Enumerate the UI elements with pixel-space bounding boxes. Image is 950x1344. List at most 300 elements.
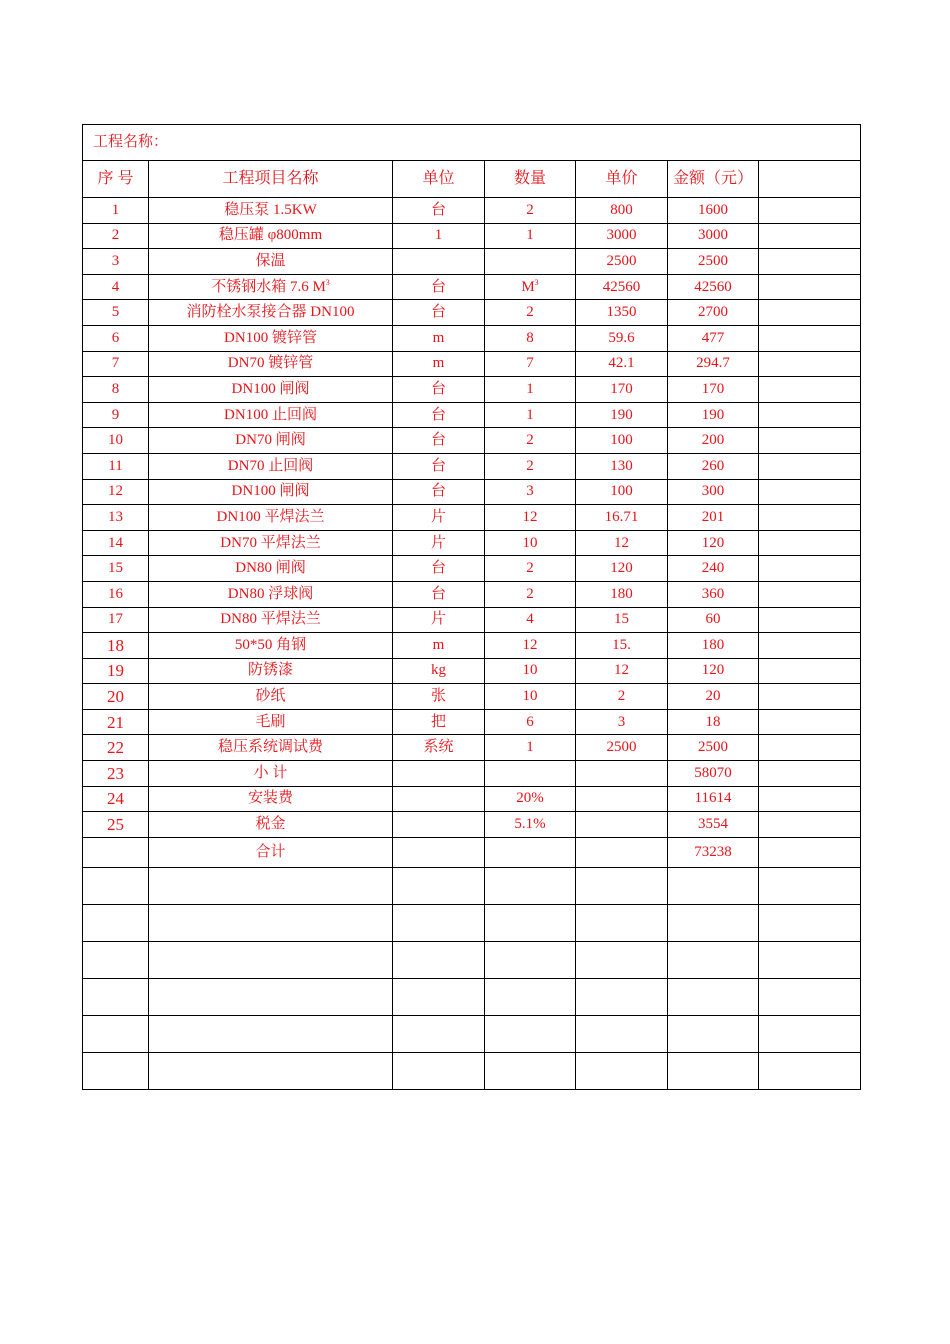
amount-cell bbox=[668, 198, 759, 224]
blank-row bbox=[83, 867, 861, 904]
amount-cell-text: 60 bbox=[705, 611, 721, 628]
item-name-cell bbox=[149, 377, 393, 403]
item-name-cell bbox=[149, 633, 393, 659]
unit-price-cell bbox=[576, 351, 668, 377]
row-no-cell-text: 4 bbox=[111, 278, 120, 295]
header-amount: 金额（元） bbox=[668, 161, 759, 198]
amount-cell-text: 190 bbox=[701, 406, 725, 423]
amount-cell-text: 2500 bbox=[698, 739, 728, 756]
blank-cell bbox=[576, 904, 668, 941]
remark-cell bbox=[759, 735, 861, 761]
total-item-name-cell bbox=[149, 837, 393, 867]
quantity-cell bbox=[485, 812, 576, 838]
row-no-cell-text: 24 bbox=[107, 789, 124, 809]
amount-cell-text: 18 bbox=[705, 713, 721, 730]
quantity-cell bbox=[485, 402, 576, 428]
unit-price-cell bbox=[576, 402, 668, 428]
amount-cell-text: 3554 bbox=[698, 816, 728, 833]
unit-price-cell-text: 12 bbox=[614, 534, 629, 551]
row-no-cell-text: 21 bbox=[107, 712, 124, 732]
item-name-cell-text: DN100 闸阀 bbox=[231, 380, 310, 397]
row-no-cell-text: 8 bbox=[111, 380, 120, 397]
unit-cell-text: kg bbox=[431, 662, 446, 679]
blank-cell bbox=[668, 904, 759, 941]
blank-cell bbox=[393, 867, 485, 904]
item-name-cell-text: DN70 平焊法兰 bbox=[220, 534, 321, 551]
total-item-name-cell-text: 合计 bbox=[255, 843, 286, 860]
amount-cell bbox=[668, 428, 759, 454]
quantity-cell-text: M bbox=[521, 278, 535, 295]
item-name-cell-text: DN100 闸阀 bbox=[231, 483, 310, 500]
quantity-cell bbox=[485, 530, 576, 556]
unit-cell-text: 台 bbox=[430, 380, 446, 397]
unit-price-cell-text: 130 bbox=[610, 457, 633, 474]
table-row bbox=[83, 709, 861, 735]
item-name-cell-text: 安装费 bbox=[247, 790, 293, 807]
unit-cell-text: m bbox=[432, 636, 445, 653]
remark-cell bbox=[759, 658, 861, 684]
table-row bbox=[83, 453, 861, 479]
quantity-cell bbox=[485, 581, 576, 607]
unit-price-cell-text: 190 bbox=[610, 406, 633, 423]
item-name-cell bbox=[149, 351, 393, 377]
unit-cell-text: 台 bbox=[430, 201, 446, 218]
amount-cell bbox=[668, 786, 759, 812]
amount-cell-text: 42560 bbox=[694, 278, 732, 295]
unit-price-cell bbox=[576, 198, 668, 224]
cost-table bbox=[82, 124, 861, 1090]
amount-cell-text: 120 bbox=[701, 534, 725, 551]
row-no-cell-text: 16 bbox=[108, 585, 123, 602]
unit-price-cell bbox=[576, 223, 668, 249]
item-name-cell bbox=[149, 479, 393, 505]
row-no-cell-text: 1 bbox=[111, 201, 120, 218]
total-row bbox=[83, 837, 861, 867]
row-no-cell bbox=[83, 249, 149, 275]
unit-cell-text: 片 bbox=[430, 534, 446, 551]
remark-cell bbox=[759, 812, 861, 838]
row-no-cell-text: 25 bbox=[107, 815, 124, 835]
blank-cell bbox=[485, 904, 576, 941]
unit-price-cell bbox=[576, 453, 668, 479]
unit-cell-text: m bbox=[432, 329, 445, 346]
quantity-cell bbox=[485, 633, 576, 659]
quantity-cell-text: 1 bbox=[526, 406, 534, 423]
unit-cell bbox=[393, 223, 485, 249]
amount-cell bbox=[668, 684, 759, 710]
header-item-name: 工程项目名称 bbox=[149, 161, 393, 198]
amount-cell-text: 170 bbox=[701, 380, 725, 397]
unit-cell bbox=[393, 761, 485, 787]
row-no-cell bbox=[83, 428, 149, 454]
quantity-cell-text: 2 bbox=[526, 201, 534, 218]
quantity-cell bbox=[485, 786, 576, 812]
unit-price-cell-text: 100 bbox=[610, 483, 633, 500]
unit-price-cell-text: 1350 bbox=[606, 304, 637, 321]
unit-cell-text: 台 bbox=[430, 304, 446, 321]
table-row bbox=[83, 812, 861, 838]
unit-cell bbox=[393, 377, 485, 403]
blank-cell bbox=[759, 941, 861, 978]
quantity-cell bbox=[485, 300, 576, 326]
row-no-cell-text: 15 bbox=[108, 560, 123, 577]
blank-cell bbox=[393, 1015, 485, 1052]
amount-cell bbox=[668, 325, 759, 351]
remark-cell bbox=[759, 377, 861, 403]
row-no-cell-text: 6 bbox=[111, 329, 120, 346]
row-no-cell bbox=[83, 402, 149, 428]
blank-cell bbox=[393, 978, 485, 1015]
amount-cell bbox=[668, 633, 759, 659]
table-row bbox=[83, 479, 861, 505]
quantity-cell-text: 2 bbox=[526, 432, 534, 449]
unit-cell bbox=[393, 786, 485, 812]
table-row bbox=[83, 351, 861, 377]
blank-cell bbox=[149, 978, 393, 1015]
row-no-cell-text: 11 bbox=[108, 457, 123, 474]
quantity-cell bbox=[485, 735, 576, 761]
item-name-cell-text: DN70 闸阀 bbox=[235, 432, 306, 449]
remark-cell bbox=[759, 223, 861, 249]
unit-cell-text: 台 bbox=[430, 406, 446, 423]
unit-cell-text: m bbox=[432, 355, 445, 372]
table-row bbox=[83, 735, 861, 761]
item-name-cell bbox=[149, 812, 393, 838]
table-row bbox=[83, 249, 861, 275]
remark-cell bbox=[759, 786, 861, 812]
unit-price-cell bbox=[576, 249, 668, 275]
row-no-cell bbox=[83, 607, 149, 633]
item-name-cell-text: 稳压系统调试费 bbox=[217, 739, 323, 756]
unit-price-cell-text: 12 bbox=[614, 662, 629, 679]
blank-row bbox=[83, 978, 861, 1015]
unit-cell bbox=[393, 556, 485, 582]
quantity-cell-text: 12 bbox=[522, 636, 538, 653]
item-name-cell-text: 保温 bbox=[255, 252, 286, 269]
quantity-cell bbox=[485, 556, 576, 582]
blank-cell bbox=[149, 941, 393, 978]
amount-cell-text: 300 bbox=[701, 483, 725, 500]
item-name-cell bbox=[149, 530, 393, 556]
quantity-cell bbox=[485, 684, 576, 710]
item-name-cell bbox=[149, 223, 393, 249]
unit-cell bbox=[393, 402, 485, 428]
unit-cell-text: 台 bbox=[430, 585, 446, 602]
unit-price-cell-text: 2 bbox=[617, 688, 626, 705]
blank-cell bbox=[668, 978, 759, 1015]
remark-cell bbox=[759, 556, 861, 582]
blank-cell bbox=[83, 867, 149, 904]
amount-cell-text: 1600 bbox=[698, 201, 728, 218]
item-name-cell-text: DN80 闸阀 bbox=[235, 560, 306, 577]
unit-price-cell bbox=[576, 581, 668, 607]
unit-price-cell bbox=[576, 300, 668, 326]
unit-price-cell-text: 3 bbox=[617, 713, 626, 730]
unit-cell-text: 台 bbox=[430, 560, 446, 577]
quantity-cell bbox=[485, 274, 576, 300]
table-row bbox=[83, 428, 861, 454]
amount-cell-text: 240 bbox=[701, 560, 725, 577]
amount-cell bbox=[668, 812, 759, 838]
unit-price-cell bbox=[576, 530, 668, 556]
row-no-cell bbox=[83, 453, 149, 479]
item-name-cell bbox=[149, 300, 393, 326]
unit-price-cell-text: 180 bbox=[610, 585, 633, 602]
cost-sheet bbox=[82, 124, 860, 1090]
amount-cell-text: 260 bbox=[701, 457, 725, 474]
quantity-cell bbox=[485, 377, 576, 403]
quantity-cell bbox=[485, 198, 576, 224]
row-no-cell-text: 22 bbox=[107, 738, 124, 758]
remark-cell bbox=[759, 530, 861, 556]
amount-cell bbox=[668, 274, 759, 300]
unit-cell bbox=[393, 325, 485, 351]
quantity-cell-text: 2 bbox=[526, 457, 534, 474]
amount-cell bbox=[668, 351, 759, 377]
quantity-cell-text: 2 bbox=[526, 304, 534, 321]
table-row bbox=[83, 223, 861, 249]
header-remark bbox=[759, 161, 861, 198]
unit-cell bbox=[393, 479, 485, 505]
row-no-cell bbox=[83, 351, 149, 377]
unit-price-cell-text: 120 bbox=[610, 560, 633, 577]
row-no-cell-text: 12 bbox=[108, 483, 123, 500]
row-no-cell bbox=[83, 735, 149, 761]
quantity-cell bbox=[485, 607, 576, 633]
unit-cell-text: 系统 bbox=[423, 739, 454, 756]
amount-cell-text: 20 bbox=[705, 688, 721, 705]
unit-price-cell-text: 15. bbox=[612, 636, 631, 653]
unit-price-cell bbox=[576, 556, 668, 582]
remark-cell bbox=[759, 198, 861, 224]
total-quantity-cell bbox=[485, 837, 576, 867]
item-name-cell-text: 小 计 bbox=[253, 764, 288, 781]
remark-cell bbox=[759, 709, 861, 735]
amount-cell-text: 11614 bbox=[694, 790, 732, 807]
amount-cell-text: 294.7 bbox=[696, 355, 730, 372]
amount-cell-text: 200 bbox=[701, 432, 725, 449]
unit-cell-text: 张 bbox=[430, 688, 446, 705]
item-name-cell-text: DN80 浮球阀 bbox=[227, 585, 314, 602]
amount-cell bbox=[668, 479, 759, 505]
item-name-cell bbox=[149, 658, 393, 684]
row-no-cell bbox=[83, 377, 149, 403]
blank-cell bbox=[149, 1052, 393, 1089]
unit-cell bbox=[393, 351, 485, 377]
row-no-cell-text: 9 bbox=[111, 406, 120, 423]
quantity-cell bbox=[485, 658, 576, 684]
table-row bbox=[83, 556, 861, 582]
item-name-cell-text: DN100 镀锌管 bbox=[224, 329, 317, 346]
row-no-cell-text: 3 bbox=[111, 252, 120, 269]
table-row bbox=[83, 786, 861, 812]
row-no-cell bbox=[83, 300, 149, 326]
quantity-cell-text: 8 bbox=[526, 329, 534, 346]
amount-cell bbox=[668, 556, 759, 582]
item-name-cell bbox=[149, 249, 393, 275]
blank-cell bbox=[668, 1052, 759, 1089]
blank-cell bbox=[485, 1015, 576, 1052]
amount-cell bbox=[668, 735, 759, 761]
remark-cell bbox=[759, 325, 861, 351]
item-name-cell-text: DN70 镀锌管 bbox=[227, 355, 314, 372]
unit-cell-text: 台 bbox=[430, 278, 446, 295]
table-row bbox=[83, 530, 861, 556]
quantity-cell-text: 6 bbox=[526, 713, 534, 730]
blank-cell bbox=[759, 904, 861, 941]
amount-cell bbox=[668, 658, 759, 684]
unit-cell-text: 片 bbox=[430, 611, 446, 628]
remark-cell bbox=[759, 761, 861, 787]
blank-row bbox=[83, 1015, 861, 1052]
item-name-cell bbox=[149, 735, 393, 761]
item-name-cell-text: 稳压罐 φ800mm bbox=[218, 227, 323, 244]
blank-cell bbox=[668, 941, 759, 978]
unit-price-cell-text: 100 bbox=[610, 432, 633, 449]
unit-price-cell bbox=[576, 505, 668, 531]
unit-cell bbox=[393, 249, 485, 275]
table-row bbox=[83, 198, 861, 224]
remark-cell bbox=[759, 453, 861, 479]
blank-row bbox=[83, 1052, 861, 1089]
row-no-cell-text: 13 bbox=[108, 508, 123, 525]
unit-price-cell bbox=[576, 684, 668, 710]
remark-cell bbox=[759, 684, 861, 710]
amount-cell bbox=[668, 223, 759, 249]
unit-price-cell bbox=[576, 709, 668, 735]
table-row bbox=[83, 761, 861, 787]
unit-price-cell bbox=[576, 479, 668, 505]
amount-cell-text: 360 bbox=[701, 585, 725, 602]
row-no-cell bbox=[83, 684, 149, 710]
blank-cell bbox=[83, 904, 149, 941]
unit-cell bbox=[393, 300, 485, 326]
blank-cell bbox=[83, 1052, 149, 1089]
row-no-cell bbox=[83, 812, 149, 838]
unit-cell-text: 片 bbox=[430, 508, 446, 525]
quantity-cell bbox=[485, 479, 576, 505]
unit-cell bbox=[393, 198, 485, 224]
unit-cell-text: 台 bbox=[430, 483, 446, 500]
unit-price-cell bbox=[576, 607, 668, 633]
item-name-cell-text: 50*50 角钢 bbox=[234, 636, 307, 653]
row-no-cell bbox=[83, 274, 149, 300]
quantity-cell bbox=[485, 428, 576, 454]
unit-cell bbox=[393, 453, 485, 479]
quantity-cell-text: 1 bbox=[526, 227, 534, 244]
quantity-cell-text: 1 bbox=[526, 739, 534, 756]
table-row bbox=[83, 633, 861, 659]
remark-cell bbox=[759, 249, 861, 275]
quantity-cell bbox=[485, 249, 576, 275]
quantity-cell-text: 3 bbox=[526, 483, 534, 500]
row-no-cell-text: 10 bbox=[108, 432, 123, 449]
unit-cell bbox=[393, 530, 485, 556]
unit-price-cell bbox=[576, 761, 668, 787]
unit-price-cell-text: 800 bbox=[610, 201, 633, 218]
blank-cell bbox=[576, 1015, 668, 1052]
remark-cell bbox=[759, 428, 861, 454]
table-row bbox=[83, 658, 861, 684]
unit-cell bbox=[393, 581, 485, 607]
unit-price-cell-text: 42.1 bbox=[608, 355, 635, 372]
blank-cell bbox=[576, 978, 668, 1015]
row-no-cell bbox=[83, 198, 149, 224]
total-row-no-cell bbox=[83, 837, 149, 867]
blank-cell bbox=[485, 978, 576, 1015]
unit-price-cell bbox=[576, 274, 668, 300]
blank-cell bbox=[485, 867, 576, 904]
row-no-cell bbox=[83, 556, 149, 582]
unit-cell-text: 台 bbox=[430, 457, 446, 474]
unit-price-cell-text: 16.71 bbox=[604, 508, 639, 525]
item-name-cell-text: 消防栓水泵接合器 DN100 bbox=[186, 304, 355, 321]
item-name-cell-text: 不锈钢水箱 7.6 M bbox=[211, 278, 326, 295]
row-no-cell bbox=[83, 530, 149, 556]
row-no-cell bbox=[83, 761, 149, 787]
unit-cell bbox=[393, 812, 485, 838]
amount-cell-text: 201 bbox=[701, 508, 725, 525]
unit-cell-text: 把 bbox=[430, 713, 446, 730]
quantity-cell-text: 5.1% bbox=[514, 816, 546, 833]
item-name-cell bbox=[149, 198, 393, 224]
blank-cell bbox=[149, 1015, 393, 1052]
item-name-cell bbox=[149, 453, 393, 479]
remark-cell bbox=[759, 351, 861, 377]
unit-price-cell bbox=[576, 812, 668, 838]
blank-cell bbox=[759, 1015, 861, 1052]
blank-cell bbox=[149, 904, 393, 941]
amount-cell bbox=[668, 505, 759, 531]
row-no-cell bbox=[83, 581, 149, 607]
total-unit-price-cell bbox=[576, 837, 668, 867]
item-name-cell bbox=[149, 274, 393, 300]
quantity-cell-text: 4 bbox=[526, 611, 534, 628]
unit-price-cell bbox=[576, 658, 668, 684]
blank-cell bbox=[668, 1015, 759, 1052]
quantity-cell-text: 7 bbox=[526, 355, 534, 372]
row-no-cell bbox=[83, 223, 149, 249]
blank-cell bbox=[576, 941, 668, 978]
item-name-cell bbox=[149, 428, 393, 454]
table-row bbox=[83, 607, 861, 633]
total-amount-cell bbox=[668, 837, 759, 867]
item-name-cell bbox=[149, 709, 393, 735]
blank-cell bbox=[485, 941, 576, 978]
quantity-cell-text: 12 bbox=[522, 508, 538, 525]
table-row bbox=[83, 325, 861, 351]
row-no-cell bbox=[83, 633, 149, 659]
blank-cell bbox=[576, 1052, 668, 1089]
item-name-cell bbox=[149, 761, 393, 787]
item-name-cell-text: 毛刷 bbox=[255, 713, 286, 730]
item-name-cell bbox=[149, 325, 393, 351]
blank-cell bbox=[149, 867, 393, 904]
row-no-cell-text: 17 bbox=[108, 611, 123, 628]
header-quantity: 数量 bbox=[485, 161, 576, 198]
remark-cell bbox=[759, 402, 861, 428]
row-no-cell bbox=[83, 479, 149, 505]
quantity-cell-text: 2 bbox=[526, 585, 534, 602]
amount-cell-text: 180 bbox=[701, 636, 725, 653]
item-name-cell-text: DN80 平焊法兰 bbox=[220, 611, 321, 628]
unit-price-cell bbox=[576, 377, 668, 403]
quantity-cell bbox=[485, 325, 576, 351]
unit-cell bbox=[393, 684, 485, 710]
amount-cell bbox=[668, 402, 759, 428]
amount-cell-text: 477 bbox=[701, 329, 725, 346]
remark-cell bbox=[759, 300, 861, 326]
